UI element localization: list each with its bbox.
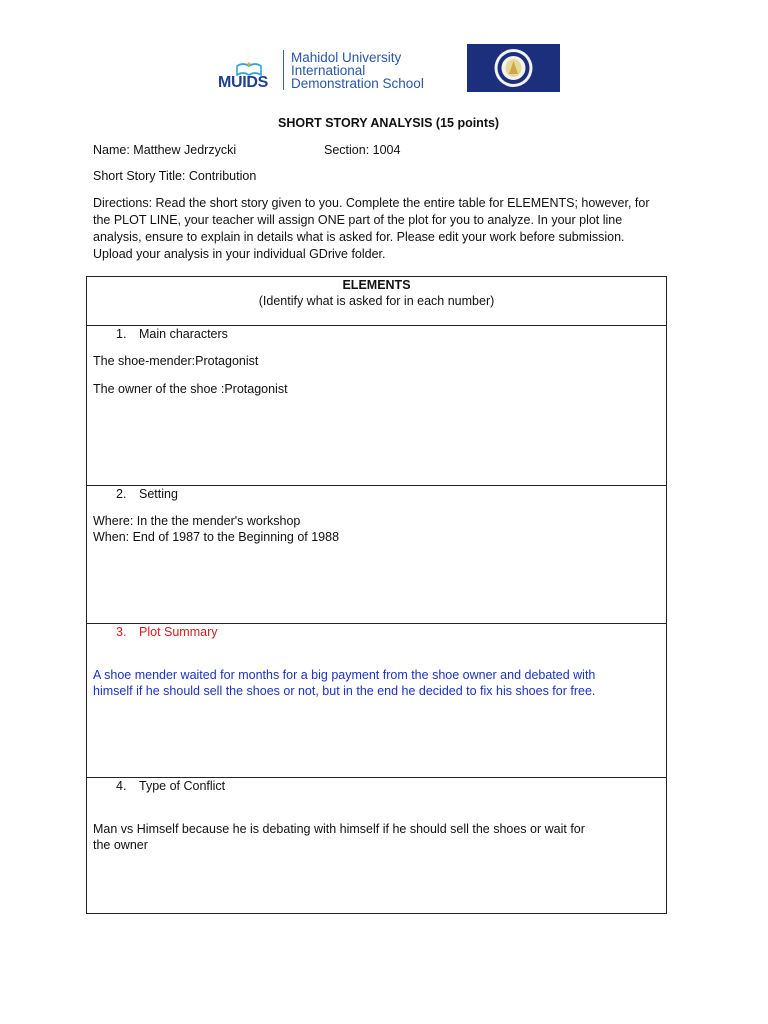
section-label: Main characters [139,327,228,341]
royal-seal-emblem [467,44,560,92]
section-number: 3. [116,625,127,639]
plot-summary-text: himself if he should sell the shoes or not, but in the end he decided to fix his shoes for free. [93,684,596,698]
document-title: SHORT STORY ANALYSIS (15 points) [278,116,500,130]
student-name: Name: Matthew Jedrzycki [93,143,237,157]
section-label: Type of Conflict [139,779,226,793]
section-label: Setting [139,487,178,501]
elements-table [86,276,667,914]
school-name [291,51,424,90]
section-text: Where: In the the mender's workshop [93,514,301,528]
section-text: the owner [93,838,148,852]
directions-line: the PLOT LINE, your teacher will assign ONE part of the plot for you to analyze. In your plot line [93,213,623,227]
school-logo [218,52,278,92]
section-number: 1. [116,327,127,341]
logo-abbreviation: MUIDS [218,74,269,91]
school-name-line: Demonstration School [291,76,424,91]
directions [93,195,650,263]
directions-line: analysis, ensure to explain in details what is asked for. Please edit your work before submission. [93,230,625,244]
section-text: The shoe-mender:Protagonist [93,354,259,368]
section-label: Plot Summary [139,625,218,639]
logo-divider [283,50,284,90]
section-text: The owner of the shoe :Protagonist [93,382,288,396]
elements-subheading: (Identify what is asked for in each number) [258,294,495,308]
elements-heading: ELEMENTS [342,278,411,292]
section-text: When: End of 1987 to the Beginning of 1988 [93,530,340,544]
section-number: Section: 1004 [324,143,401,157]
story-title: Short Story Title: Contribution [93,169,257,183]
directions-line: Upload your analysis in your individual GDrive folder. [93,247,386,261]
school-name-line: Mahidol University [291,50,402,65]
section-number: 4. [116,779,127,793]
school-name-line: International [291,63,366,78]
section-text: Man vs Himself because he is debating with himself if he should sell the shoes or wait for [93,822,585,836]
directions-line: Directions: Read the short story given to you. Complete the entire table for ELEMENTS; however, for [93,196,650,210]
section-number: 2. [116,487,127,501]
plot-summary-text: A shoe mender waited for months for a big payment from the shoe owner and debated with [93,668,596,682]
seal-icon [467,44,560,92]
